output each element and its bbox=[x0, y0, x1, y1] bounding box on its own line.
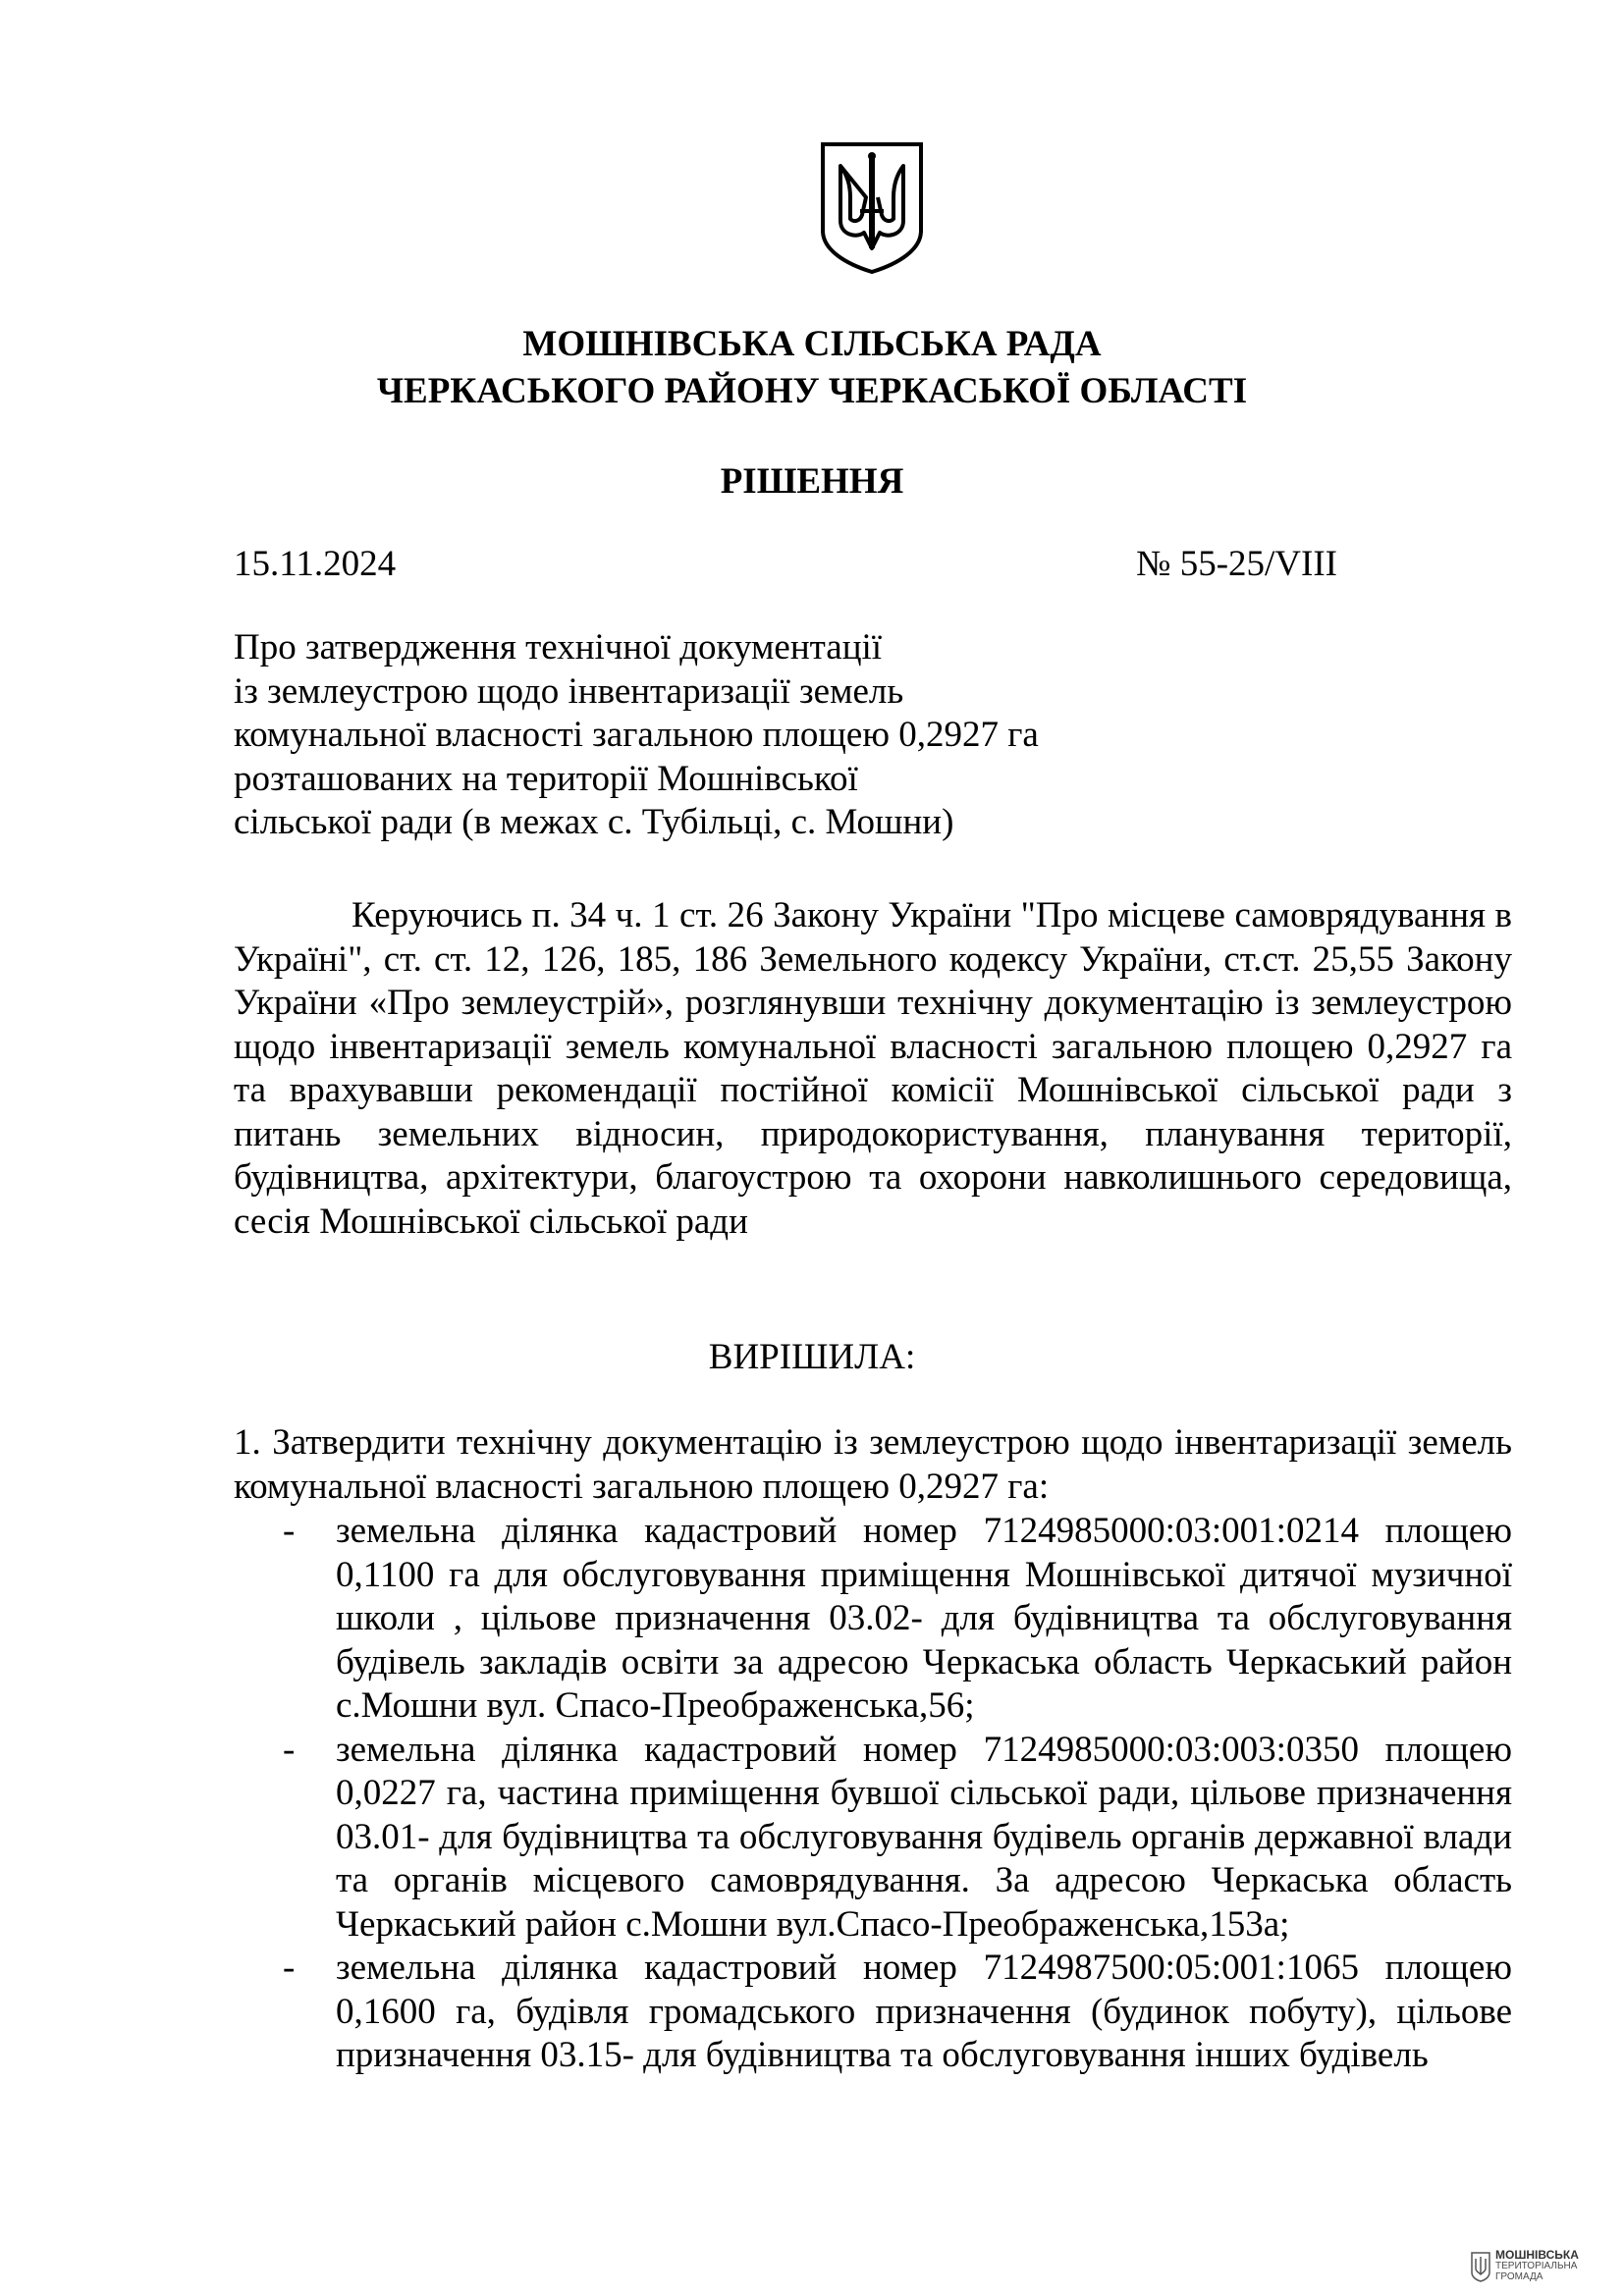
logo-line-1: МОШНІВСЬКА bbox=[1495, 2248, 1579, 2262]
list-item-text: земельна ділянка кадастровий номер 7124985000:03:003:0350 площею 0,0227 га, частина приміщення бувшої сільської ради, цільове призначення 03.01- для будівництва та обслуговування будівель органів державної влади та органів місцевого самоврядування. За адресою Черкаська область Черкаський район с.Мошни вул.Спасо-Преображенська,153а; bbox=[336, 1729, 1512, 1945]
preamble-paragraph: Керуючись п. 34 ч. 1 ст. 26 Закону України "Про місцеве самоврядування в Україні", ст. ст. 12, 126, 185, 186 Земельного кодексу України, ст.ст. 25,55 Закону України «Про землеустрій», розглянувши технічну документацію із землеустрою щодо інвентаризації земель комунальної власності загальною площею 0,2927 га та врахувавши рекомендації постійної комісії Мошнівської сільської ради з питань земельних відносин, природокористування, планування території, будівництва, архітектури, благоустрою та охорони навколишнього середовища, сесія Мошнівської сільської ради bbox=[234, 895, 1512, 1242]
list-item bbox=[234, 1729, 1512, 1948]
district-name: ЧЕРКАСЬКОГО РАЙОНУ ЧЕРКАСЬКОЇ ОБЛАСТІ bbox=[376, 371, 1248, 411]
logo-line-3: ГРОМАДА bbox=[1495, 2271, 1543, 2282]
community-logo bbox=[1470, 2248, 1597, 2287]
list-item-text: земельна ділянка кадастровий номер 7124985000:03:001:0214 площею 0,1100 га для обслуговування приміщення Мошнівської дитячої музичної школи , цільове призначення 03.02- для будівництва та обслуговування будівель закладів освіти за адресою Черкаська область Черкаський район с.Мошни вул. Спасо-Преображенська,56; bbox=[336, 1511, 1512, 1726]
trident-icon bbox=[1470, 2251, 1491, 2282]
subject-line: сільської ради (в межах с. Тубільці, с. Мошни) bbox=[234, 802, 954, 842]
document-type: РІШЕННЯ bbox=[720, 461, 904, 502]
decision-date: 15.11.2024 bbox=[234, 544, 397, 584]
list-item bbox=[234, 1510, 1512, 1729]
resolved-heading: ВИРІШИЛА: bbox=[708, 1337, 916, 1377]
list-dash: - bbox=[283, 1729, 296, 1770]
council-name: МОШНІВСЬКА СІЛЬСЬКА РАДА bbox=[522, 324, 1102, 364]
subject-line: розташованих на території Мошнівської bbox=[234, 758, 858, 799]
logo-text bbox=[1495, 2250, 1579, 2282]
list-item-text: земельна ділянка кадастровий номер 7124987500:05:001:1065 площею 0,1600 га, будівля громадського призначення (будинок побуту), цільове призначення 03.15- для будівництва та обслуговування інших будівель bbox=[336, 1948, 1512, 2075]
subject-line: Про затвердження технічної документації bbox=[234, 627, 883, 667]
subject-line: із землеустрою щодо інвентаризації земель bbox=[234, 670, 904, 712]
decision-subject bbox=[234, 626, 1117, 845]
list-item bbox=[234, 1947, 1512, 2078]
logo-line-2: ТЕРИТОРІАЛЬНА bbox=[1495, 2261, 1578, 2271]
subject-line: комунальної власності загальною площею 0,2927 га bbox=[234, 715, 1039, 755]
resolution-item-1: 1. Затвердити технічну документацію із землеустрою щодо інвентаризації земель комунальної власності загальною площею 0,2927 га: bbox=[234, 1422, 1512, 1507]
coat-of-arms-icon bbox=[819, 140, 925, 276]
list-dash: - bbox=[283, 1948, 296, 1988]
land-plot-list bbox=[234, 1510, 1512, 2078]
list-dash: - bbox=[283, 1511, 296, 1551]
decision-number: № 55-25/VIII bbox=[1136, 544, 1337, 584]
